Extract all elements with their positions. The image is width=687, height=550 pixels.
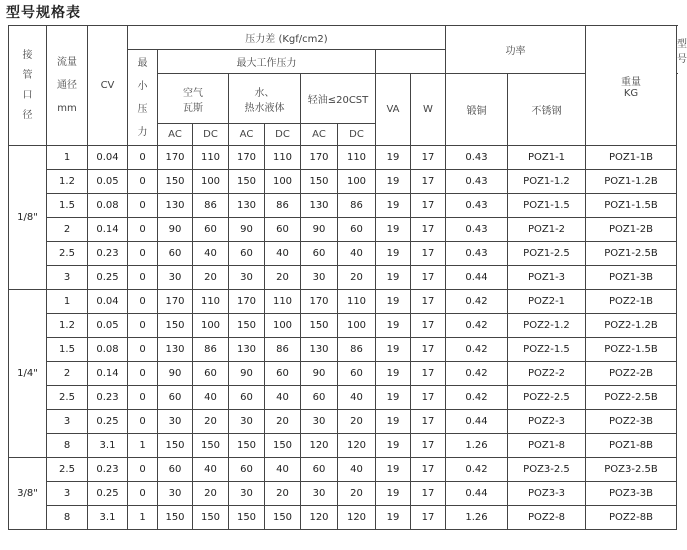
air-ac-cell: 30: [158, 410, 193, 434]
dc-header: DC: [193, 124, 229, 146]
table-row: [9, 266, 677, 290]
air-ac-cell: 130: [158, 194, 193, 218]
flow-header-line: 通径: [57, 80, 77, 91]
table-row: [9, 362, 677, 386]
weight-cell: 0.43: [446, 170, 508, 194]
weight-cell: 0.43: [446, 194, 508, 218]
ac-header: AC: [229, 124, 265, 146]
oil-ac-cell: 170: [301, 290, 338, 314]
w-cell: 17: [411, 242, 446, 266]
table-row: [9, 146, 677, 170]
oil-dc-cell: 110: [338, 290, 376, 314]
model-copper-cell: POZ2-8: [508, 506, 586, 530]
weight-cell: 0.43: [446, 146, 508, 170]
water-dc-cell: 100: [265, 170, 301, 194]
oil-ac-cell: 60: [301, 458, 338, 482]
model-copper-cell: POZ2-1.5: [508, 338, 586, 362]
w-cell: 17: [411, 362, 446, 386]
water-ac-cell: 90: [229, 218, 265, 242]
water-ac-cell: 30: [229, 482, 265, 506]
flow-header: [47, 26, 88, 146]
cv-cell: 0.23: [88, 242, 128, 266]
water-dc-cell: 40: [265, 386, 301, 410]
water-ac-cell: 130: [229, 338, 265, 362]
cv-cell: 0.25: [88, 482, 128, 506]
w-cell: 17: [411, 458, 446, 482]
flow-cell: 1.2: [47, 314, 88, 338]
water-dc-cell: 86: [265, 338, 301, 362]
oil-ac-cell: 60: [301, 386, 338, 410]
table-row: [9, 506, 677, 530]
oil-dc-cell: 20: [338, 266, 376, 290]
oil-dc-cell: 40: [338, 386, 376, 410]
min-pressure-cell: 0: [128, 218, 158, 242]
w-cell: 17: [411, 170, 446, 194]
air-dc-cell: 20: [193, 482, 229, 506]
flow-cell: 3: [47, 410, 88, 434]
cv-cell: 3.1: [88, 434, 128, 458]
air-dc-cell: 60: [193, 362, 229, 386]
table-row: [9, 386, 677, 410]
w-cell: 17: [411, 386, 446, 410]
water-header-line: 热水液体: [244, 102, 285, 114]
weight-header-line: KG: [623, 87, 639, 99]
model-stainless-cell: POZ2-2B: [586, 362, 677, 386]
oil-header: 轻油≤20CST: [301, 74, 376, 124]
w-cell: 17: [411, 266, 446, 290]
model-copper-cell: POZ1-1.5: [508, 194, 586, 218]
stainless-header: 不锈钢: [508, 74, 586, 146]
water-dc-cell: 20: [265, 410, 301, 434]
min-pressure-cell: 0: [128, 242, 158, 266]
water-ac-cell: 150: [229, 434, 265, 458]
weight-cell: 0.42: [446, 338, 508, 362]
ac-header: AC: [158, 124, 193, 146]
model-copper-cell: POZ1-8: [508, 434, 586, 458]
va-cell: 19: [376, 362, 411, 386]
flow-cell: 2: [47, 362, 88, 386]
port-header-char: 管: [22, 69, 33, 81]
weight-cell: 1.26: [446, 506, 508, 530]
model-copper-cell: POZ1-1: [508, 146, 586, 170]
oil-dc-cell: 120: [338, 506, 376, 530]
va-cell: 19: [376, 266, 411, 290]
oil-dc-cell: 120: [338, 434, 376, 458]
min-pressure-cell: 0: [128, 146, 158, 170]
weight-cell: 0.43: [446, 218, 508, 242]
min-pressure-cell: 0: [128, 266, 158, 290]
w-cell: 17: [411, 410, 446, 434]
va-cell: 19: [376, 506, 411, 530]
weight-cell: 0.43: [446, 242, 508, 266]
air-ac-cell: 30: [158, 266, 193, 290]
w-cell: 17: [411, 314, 446, 338]
water-dc-cell: 20: [265, 266, 301, 290]
flow-cell: 1: [47, 290, 88, 314]
water-dc-cell: 150: [265, 506, 301, 530]
flow-cell: 1: [47, 146, 88, 170]
ac-header: AC: [301, 124, 338, 146]
oil-dc-cell: 110: [338, 146, 376, 170]
water-dc-cell: 110: [265, 146, 301, 170]
cv-cell: 0.23: [88, 386, 128, 410]
flow-cell: 3: [47, 482, 88, 506]
table-row: [9, 434, 677, 458]
va-cell: 19: [376, 170, 411, 194]
min-pressure-cell: 0: [128, 170, 158, 194]
air-ac-cell: 90: [158, 218, 193, 242]
model-stainless-cell: POZ1-1.2B: [586, 170, 677, 194]
weight-cell: 0.42: [446, 458, 508, 482]
model-stainless-cell: POZ2-1.2B: [586, 314, 677, 338]
oil-dc-cell: 86: [338, 194, 376, 218]
model-copper-cell: POZ2-1.2: [508, 314, 586, 338]
water-header-line: 水、: [254, 87, 275, 99]
min-pressure-cell: 0: [128, 194, 158, 218]
flow-cell: 2.5: [47, 242, 88, 266]
air-ac-cell: 170: [158, 146, 193, 170]
flow-cell: 1.5: [47, 194, 88, 218]
oil-dc-cell: 20: [338, 482, 376, 506]
model-copper-cell: POZ1-1.2: [508, 170, 586, 194]
flow-cell: 2.5: [47, 386, 88, 410]
water-ac-cell: 150: [229, 314, 265, 338]
air-ac-cell: 170: [158, 290, 193, 314]
w-cell: 17: [411, 290, 446, 314]
water-ac-cell: 170: [229, 290, 265, 314]
flow-cell: 2: [47, 218, 88, 242]
oil-ac-cell: 130: [301, 194, 338, 218]
air-dc-cell: 100: [193, 314, 229, 338]
water-ac-cell: 150: [229, 170, 265, 194]
model-copper-cell: POZ2-2: [508, 362, 586, 386]
air-ac-cell: 60: [158, 458, 193, 482]
table-row: [9, 338, 677, 362]
model-copper-cell: POZ1-2.5: [508, 242, 586, 266]
model-stainless-cell: POZ1-2B: [586, 218, 677, 242]
weight-cell: 0.42: [446, 290, 508, 314]
va-cell: 19: [376, 194, 411, 218]
va-cell: 19: [376, 242, 411, 266]
max-pressure-header: 最大工作压力: [158, 50, 376, 74]
air-dc-cell: 40: [193, 458, 229, 482]
min-pressure-cell: 0: [128, 482, 158, 506]
oil-dc-cell: 60: [338, 218, 376, 242]
va-cell: 19: [376, 218, 411, 242]
oil-ac-cell: 90: [301, 218, 338, 242]
air-ac-cell: 30: [158, 482, 193, 506]
air-header-line: 瓦斯: [183, 102, 203, 114]
weight-header-line: 重量: [621, 76, 641, 88]
min-pressure-cell: 0: [128, 410, 158, 434]
port-size-cell: 1/8": [9, 146, 47, 290]
air-header: [158, 74, 229, 124]
model-stainless-cell: POZ3-2.5B: [586, 458, 677, 482]
forged-copper-header: 锻铜: [446, 74, 508, 146]
air-ac-cell: 90: [158, 362, 193, 386]
weight-cell: 0.42: [446, 362, 508, 386]
table-row: [9, 170, 677, 194]
oil-ac-cell: 30: [301, 266, 338, 290]
oil-ac-cell: 120: [301, 506, 338, 530]
model-copper-cell: POZ2-3: [508, 410, 586, 434]
port-header-char: 接: [22, 49, 33, 61]
air-dc-cell: 40: [193, 242, 229, 266]
model-copper-cell: POZ3-3: [508, 482, 586, 506]
water-ac-cell: 130: [229, 194, 265, 218]
oil-ac-cell: 30: [301, 410, 338, 434]
min-pressure-cell: 0: [128, 458, 158, 482]
air-dc-cell: 150: [193, 506, 229, 530]
air-dc-cell: 20: [193, 266, 229, 290]
va-cell: 19: [376, 146, 411, 170]
air-ac-cell: 130: [158, 338, 193, 362]
water-dc-cell: 100: [265, 314, 301, 338]
water-ac-cell: 30: [229, 266, 265, 290]
va-header: VA: [376, 74, 411, 146]
water-ac-cell: 60: [229, 458, 265, 482]
air-dc-cell: 60: [193, 218, 229, 242]
model-stainless-cell: POZ1-1.5B: [586, 194, 677, 218]
water-header: [229, 74, 301, 124]
air-dc-cell: 20: [193, 410, 229, 434]
oil-ac-cell: 60: [301, 242, 338, 266]
table-body: [9, 146, 677, 530]
water-dc-cell: 20: [265, 482, 301, 506]
cv-cell: 0.05: [88, 314, 128, 338]
model-stainless-cell: POZ1-3B: [586, 266, 677, 290]
w-cell: 17: [411, 434, 446, 458]
w-cell: 17: [411, 218, 446, 242]
port-header-char: 径: [22, 109, 33, 121]
air-header-line: 空气: [183, 87, 203, 99]
cv-cell: 0.04: [88, 146, 128, 170]
flow-header-line: mm: [57, 103, 77, 114]
va-cell: 19: [376, 410, 411, 434]
model-stainless-cell: POZ2-2.5B: [586, 386, 677, 410]
w-cell: 17: [411, 146, 446, 170]
va-cell: 19: [376, 434, 411, 458]
cv-header: CV: [88, 26, 128, 146]
model-copper-cell: POZ2-1: [508, 290, 586, 314]
water-ac-cell: 150: [229, 506, 265, 530]
min-pressure-cell: 0: [128, 290, 158, 314]
table-row: [9, 410, 677, 434]
air-dc-cell: 40: [193, 386, 229, 410]
air-dc-cell: 110: [193, 146, 229, 170]
oil-dc-cell: 100: [338, 314, 376, 338]
table-row: [9, 218, 677, 242]
min-pressure-cell: 1: [128, 506, 158, 530]
water-ac-cell: 60: [229, 386, 265, 410]
oil-dc-cell: 100: [338, 170, 376, 194]
model-stainless-cell: POZ2-3B: [586, 410, 677, 434]
cv-cell: 0.08: [88, 338, 128, 362]
model-copper-cell: POZ2-2.5: [508, 386, 586, 410]
oil-ac-cell: 150: [301, 170, 338, 194]
va-cell: 19: [376, 458, 411, 482]
cv-cell: 0.14: [88, 218, 128, 242]
w-cell: 17: [411, 482, 446, 506]
model-stainless-cell: POZ2-8B: [586, 506, 677, 530]
air-dc-cell: 86: [193, 338, 229, 362]
air-dc-cell: 100: [193, 170, 229, 194]
pressure-diff-header: 压力差 (Kgf/cm2): [128, 26, 446, 50]
cv-cell: 0.05: [88, 170, 128, 194]
oil-dc-cell: 20: [338, 410, 376, 434]
model-copper-cell: POZ3-2.5: [508, 458, 586, 482]
water-ac-cell: 170: [229, 146, 265, 170]
flow-cell: 2.5: [47, 458, 88, 482]
weight-header: [586, 26, 677, 146]
model-stainless-cell: POZ3-3B: [586, 482, 677, 506]
model-copper-cell: POZ1-3: [508, 266, 586, 290]
power-header: 功率: [446, 26, 586, 74]
min-pressure-cell: 1: [128, 434, 158, 458]
oil-dc-cell: 60: [338, 362, 376, 386]
min-pressure-header: [128, 50, 158, 146]
weight-cell: 0.44: [446, 482, 508, 506]
min-pressure-cell: 0: [128, 362, 158, 386]
model-copper-cell: POZ1-2: [508, 218, 586, 242]
va-cell: 19: [376, 338, 411, 362]
w-header: W: [411, 74, 446, 146]
air-ac-cell: 150: [158, 314, 193, 338]
oil-ac-cell: 130: [301, 338, 338, 362]
cv-cell: 0.14: [88, 362, 128, 386]
min-pressure-cell: 0: [128, 314, 158, 338]
port-header-char: 口: [22, 89, 33, 101]
va-cell: 19: [376, 386, 411, 410]
min-pressure-cell: 0: [128, 338, 158, 362]
weight-cell: 0.44: [446, 410, 508, 434]
min-pressure-char: 最: [137, 57, 148, 69]
model-stainless-cell: POZ2-1B: [586, 290, 677, 314]
air-ac-cell: 150: [158, 506, 193, 530]
dc-header: DC: [265, 124, 301, 146]
w-cell: 17: [411, 506, 446, 530]
page-title: 型号规格表: [6, 5, 81, 21]
table-row: [9, 458, 677, 482]
water-ac-cell: 30: [229, 410, 265, 434]
cv-cell: 3.1: [88, 506, 128, 530]
weight-cell: 0.42: [446, 386, 508, 410]
air-ac-cell: 60: [158, 242, 193, 266]
table-row: [9, 482, 677, 506]
oil-dc-cell: 86: [338, 338, 376, 362]
water-dc-cell: 60: [265, 218, 301, 242]
oil-dc-cell: 40: [338, 458, 376, 482]
oil-dc-cell: 40: [338, 242, 376, 266]
min-pressure-cell: 0: [128, 386, 158, 410]
oil-ac-cell: 30: [301, 482, 338, 506]
oil-ac-cell: 150: [301, 314, 338, 338]
water-dc-cell: 150: [265, 434, 301, 458]
cv-cell: 0.08: [88, 194, 128, 218]
air-dc-cell: 150: [193, 434, 229, 458]
cv-cell: 0.23: [88, 458, 128, 482]
flow-cell: 8: [47, 506, 88, 530]
oil-ac-cell: 120: [301, 434, 338, 458]
va-cell: 19: [376, 314, 411, 338]
model-stainless-cell: POZ1-8B: [586, 434, 677, 458]
port-size-cell: 1/4": [9, 290, 47, 458]
va-cell: 19: [376, 482, 411, 506]
weight-cell: 1.26: [446, 434, 508, 458]
min-pressure-char: 小: [137, 80, 148, 92]
model-stainless-cell: POZ1-1B: [586, 146, 677, 170]
air-dc-cell: 86: [193, 194, 229, 218]
w-cell: 17: [411, 194, 446, 218]
weight-cell: 0.42: [446, 314, 508, 338]
water-dc-cell: 40: [265, 458, 301, 482]
port-header: [9, 26, 47, 146]
air-ac-cell: 150: [158, 434, 193, 458]
water-dc-cell: 60: [265, 362, 301, 386]
water-dc-cell: 86: [265, 194, 301, 218]
cv-cell: 0.25: [88, 410, 128, 434]
min-pressure-char: 压: [137, 103, 148, 115]
port-size-cell: 3/8": [9, 458, 47, 530]
oil-ac-cell: 90: [301, 362, 338, 386]
cv-cell: 0.04: [88, 290, 128, 314]
air-ac-cell: 60: [158, 386, 193, 410]
table-row: [9, 194, 677, 218]
weight-cell: 0.44: [446, 266, 508, 290]
spec-table: [8, 25, 687, 530]
flow-header-line: 流量: [57, 57, 77, 68]
flow-cell: 8: [47, 434, 88, 458]
model-stainless-cell: POZ2-1.5B: [586, 338, 677, 362]
dc-header: DC: [338, 124, 376, 146]
table-row: [9, 242, 677, 266]
w-cell: 17: [411, 338, 446, 362]
air-dc-cell: 110: [193, 290, 229, 314]
water-dc-cell: 110: [265, 290, 301, 314]
water-dc-cell: 40: [265, 242, 301, 266]
model-stainless-cell: POZ1-2.5B: [586, 242, 677, 266]
table-row: [9, 314, 677, 338]
va-cell: 19: [376, 290, 411, 314]
table-row: [9, 290, 677, 314]
table-header: 接 管 口 径 流量 通径 mm CV 压力差 (Kgf/cm2) 功率 重量 KG 型号 最 小 压 力 最大工作压力 空气 瓦斯 水、 热水液体 轻油≤20CST VA W 锻铜 不锈钢 AC DC AC DC AC DC: [9, 26, 677, 146]
flow-cell: 3: [47, 266, 88, 290]
flow-cell: 1.2: [47, 170, 88, 194]
water-ac-cell: 90: [229, 362, 265, 386]
cv-cell: 0.25: [88, 266, 128, 290]
air-ac-cell: 150: [158, 170, 193, 194]
min-pressure-char: 力: [137, 126, 148, 138]
water-ac-cell: 60: [229, 242, 265, 266]
oil-ac-cell: 170: [301, 146, 338, 170]
flow-cell: 1.5: [47, 338, 88, 362]
